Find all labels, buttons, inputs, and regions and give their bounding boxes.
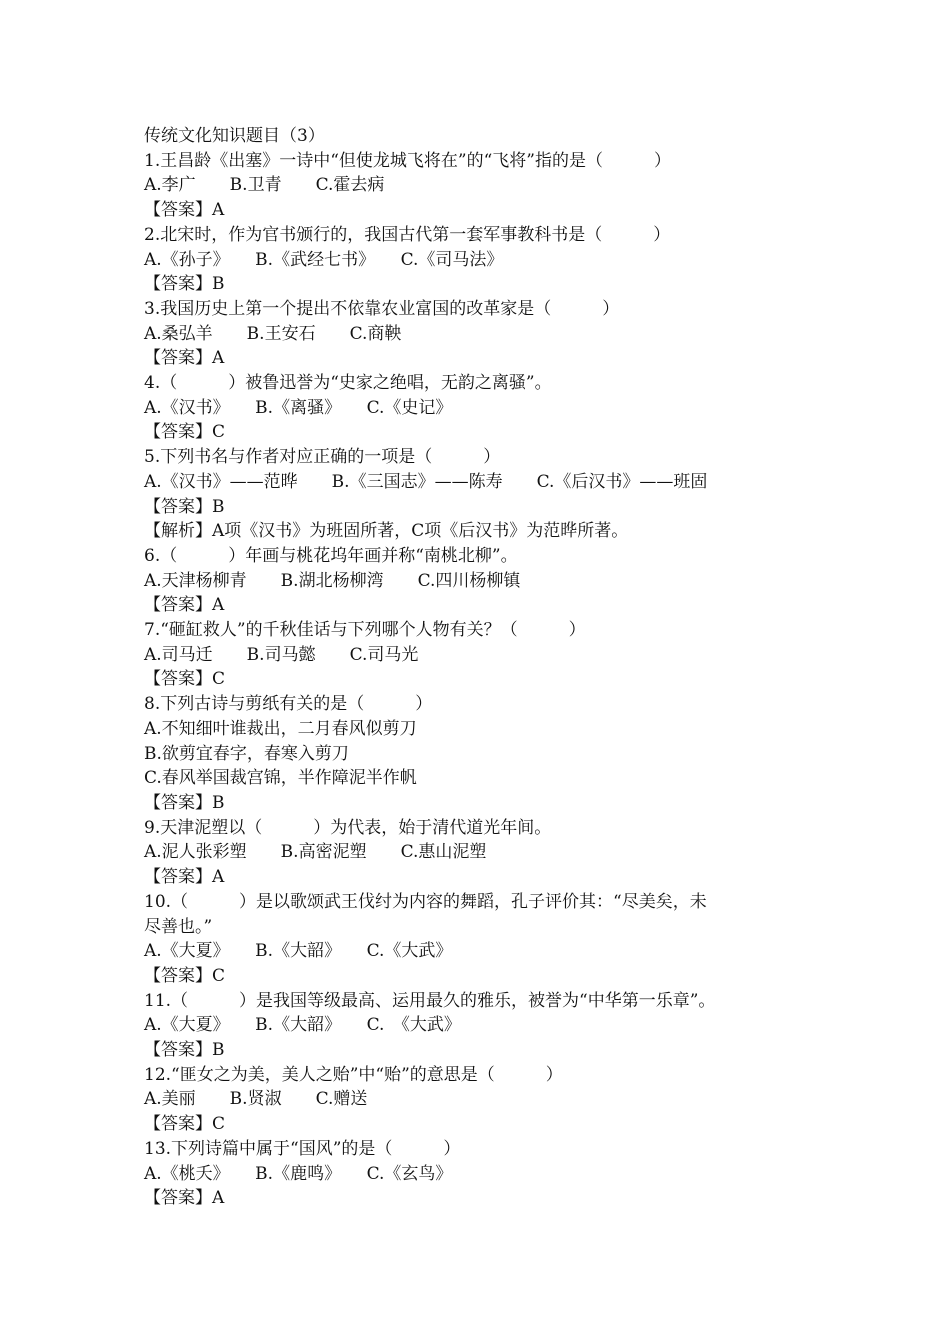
answer-line: 【答案】A [144, 1188, 225, 1209]
answer-line: 【答案】A [144, 200, 225, 221]
answer-line: 【答案】B [144, 274, 225, 295]
answer-line: 【答案】B [144, 496, 225, 517]
question-line: 10.（ ）是以歌颂武王伐纣为内容的舞蹈，孔子评价其：“尽美矣，未 [144, 891, 707, 912]
question-line: 13.下列诗篇中属于“国风”的是（ ） [144, 1138, 461, 1159]
question-line: 8.下列古诗与剪纸有关的是（ ） [144, 694, 433, 715]
question-line: 11.（ ）是我国等级最高、运用最久的雅乐，被誉为“中华第一乐章”。 [144, 990, 716, 1011]
answer-line: 【答案】A [144, 348, 225, 369]
options-line: A.不知细叶谁裁出，二月春风似剪刀 [144, 718, 417, 739]
text-line: 尽善也。” [144, 916, 213, 937]
question-line: 4.（ ）被鲁迅誉为“史家之绝唱，无韵之离骚”。 [144, 373, 552, 394]
answer-line: 【答案】C [144, 1114, 226, 1135]
answer-line: 【答案】C [144, 422, 226, 443]
options-line: A.《汉书》——范晔 B.《三国志》——陈寿 C.《后汉书》——班固 [144, 471, 708, 492]
options-line: A.《孙子》 B.《武经七书》 C.《司马法》 [144, 249, 504, 270]
answer-line: 【答案】B [144, 792, 225, 813]
question-line: 7.“砸缸救人”的千秋佳话与下列哪个人物有关？（ ） [144, 620, 586, 641]
question-line: 6.（ ）年画与桃花坞年画并称“南桃北柳”。 [144, 545, 518, 566]
question-line: 12.“匪女之为美，美人之贻”中“贻”的意思是（ ） [144, 1064, 563, 1085]
answer-line: 【答案】A [144, 867, 225, 888]
document-page [144, 124, 816, 1211]
question-line: 3.我国历史上第一个提出不依靠农业富国的改革家是（ ） [144, 298, 620, 319]
answer-line: 【答案】B [144, 1040, 225, 1061]
document-title: 传统文化知识题目（3） [144, 126, 325, 146]
options-line: C.春风举国裁宫锦，半作障泥半作帆 [144, 768, 417, 789]
question-line: 1.王昌龄《出塞》一诗中“但使龙城飞将在”的“飞将”指的是（ ） [144, 150, 671, 171]
options-line: A.桑弘羊 B.王安石 C.商鞅 [144, 323, 402, 344]
answer-line: 【答案】A [144, 595, 225, 616]
options-line: A.《大夏》 B.《大韶》 C.《大武》 [144, 941, 453, 962]
options-line: A.司马迁 B.司马懿 C.司马光 [144, 644, 419, 665]
options-line: A.泥人张彩塑 B.高密泥塑 C.惠山泥塑 [144, 842, 487, 863]
options-line: A.天津杨柳青 B.湖北杨柳湾 C.四川杨柳镇 [144, 570, 521, 591]
options-line: B.欲剪宜春字，春寒入剪刀 [144, 743, 349, 764]
options-line: A.李广 B.卫青 C.霍去病 [144, 175, 385, 196]
options-line: A.《大夏》 B.《大韶》 C. 《大武》 [144, 1015, 461, 1036]
question-line: 9.天津泥塑以（ ）为代表，始于清代道光年间。 [144, 817, 552, 838]
answer-line: 【答案】C [144, 669, 226, 690]
question-list [144, 149, 816, 1211]
question-line: 5.下列书名与作者对应正确的一项是（ ） [144, 447, 501, 468]
question-line: 2.北宋时，作为官书颁行的，我国古代第一套军事教科书是（ ） [144, 224, 671, 245]
analysis-line: 【解析】A项《汉书》为班固所著，C项《后汉书》为范晔所著。 [144, 521, 629, 542]
options-line: A.《汉书》 B.《离骚》 C.《史记》 [144, 397, 453, 418]
options-line: A.《桃夭》 B.《鹿鸣》 C.《玄鸟》 [144, 1163, 453, 1184]
answer-line: 【答案】C [144, 965, 226, 986]
options-line: A.美丽 B.贤淑 C.赠送 [144, 1089, 368, 1110]
